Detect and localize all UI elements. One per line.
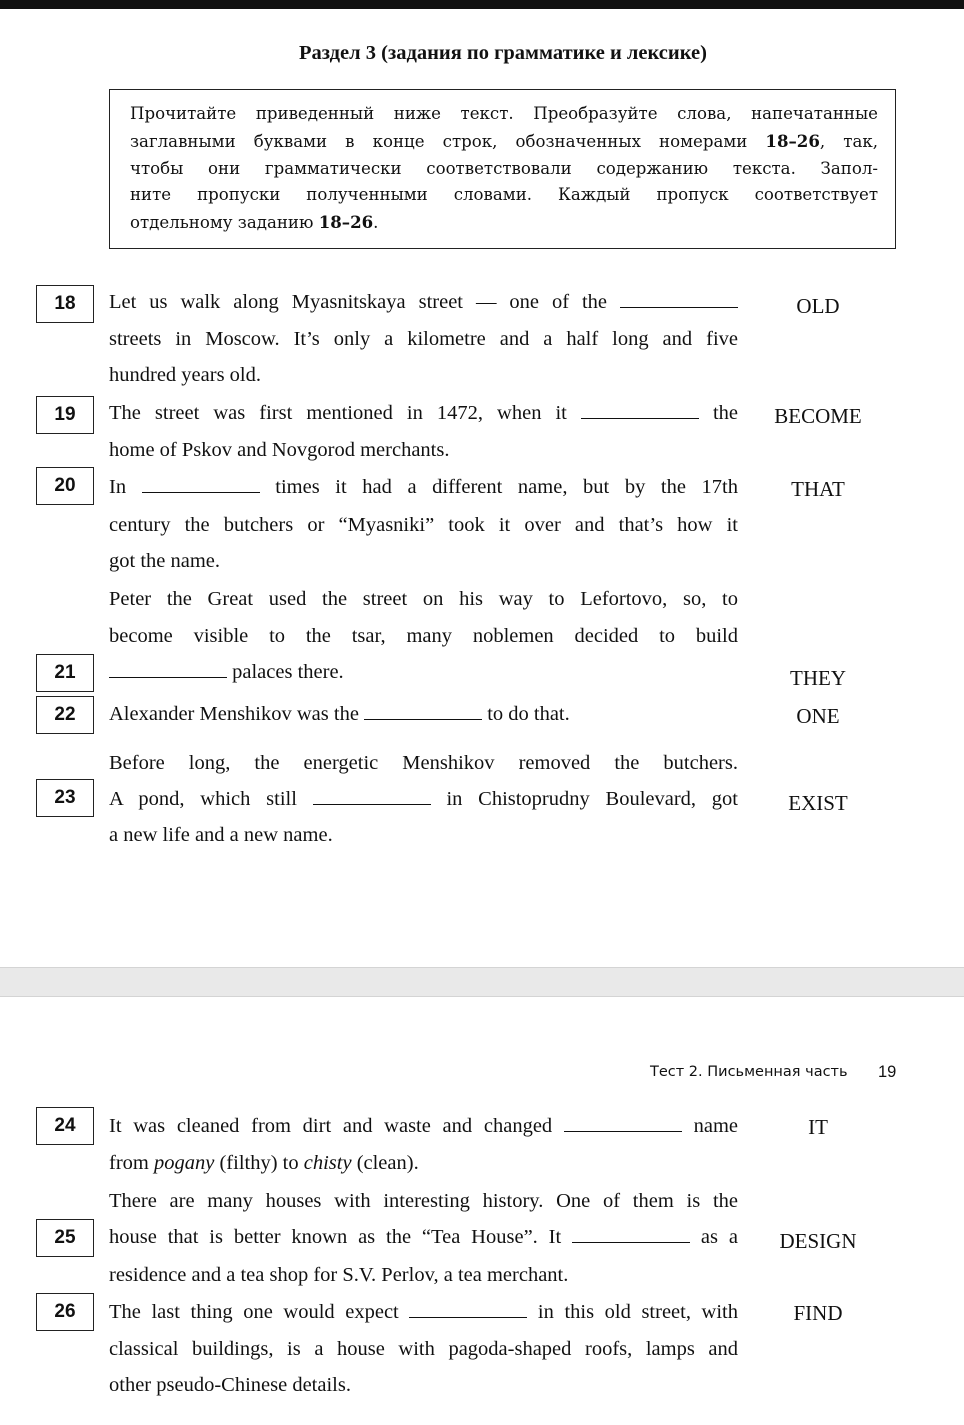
italic-word: chisty [303, 1152, 352, 1174]
section-title: Раздел 3 (задания по грамматике и лексике) [299, 42, 707, 64]
task-18-line [109, 287, 738, 317]
text-fragment: from [109, 1152, 154, 1174]
keyword-21: THEY [790, 666, 846, 690]
instructions-line [130, 128, 878, 156]
italic-word: pogany [153, 1152, 215, 1174]
task-number-24: 24 [36, 1107, 94, 1145]
answer-blank-22[interactable] [364, 701, 482, 720]
task-18-line: hundred years old. [109, 364, 261, 386]
paragraph-line: Peter the Great used the street on his way to Lefortovo, so, to [109, 588, 738, 610]
keyword-22: ONE [796, 704, 840, 728]
page-divider [0, 967, 964, 997]
task-number-20: 20 [36, 467, 94, 505]
paragraph-line: There are many houses with interesting history. One of them is the [109, 1190, 738, 1212]
instructions-fragment: отдельному заданию [130, 213, 319, 233]
keyword-26: FIND [793, 1301, 843, 1325]
instructions-text [130, 101, 878, 237]
task-22-line [109, 699, 738, 729]
keyword-24: IT [808, 1115, 828, 1139]
task-19-line: home of Pskov and Novgorod merchants. [109, 439, 450, 461]
task-range: 18–26 [318, 212, 374, 233]
instructions-line: чтобы они грамматически соответствовали содержанию текста. Запол- [130, 158, 878, 178]
top-edge-bar [0, 0, 964, 9]
task-26-line [109, 1297, 738, 1327]
task-24-line [109, 1148, 738, 1178]
keyword-20: THAT [791, 477, 845, 501]
task-25-line: residence and a tea shop for S.V. Perlov, a tea merchant. [109, 1264, 569, 1286]
text-fragment: A pond, which still [109, 788, 313, 810]
task-25-line [109, 1222, 738, 1252]
text-fragment: Let us walk along Myasnitskaya street — one of the [109, 291, 620, 313]
task-23-line [109, 784, 738, 814]
task-number-21: 21 [36, 654, 94, 692]
text-fragment: In [109, 476, 142, 498]
task-23-line: a new life and a new name. [109, 824, 333, 846]
text-fragment: the [698, 402, 738, 424]
keyword-25: DESIGN [779, 1229, 857, 1253]
running-head: Тест 2. Письменная часть [650, 1064, 848, 1080]
answer-blank-20[interactable] [142, 474, 260, 493]
text-fragment: in Chistoprudny Boulevard, got [430, 788, 738, 810]
task-26-line: classical buildings, is a house with pagoda-shaped roofs, lamps and [109, 1338, 738, 1360]
answer-blank-19[interactable] [581, 400, 699, 419]
text-fragment: Alexander Menshikov was the [109, 703, 365, 725]
instructions-line: Прочитайте приведенный ниже текст. Преобразуйте слова, напечатанные [130, 104, 878, 123]
text-fragment: in this old street, with [527, 1301, 738, 1323]
text-fragment: times it had a different name, but by the 17th [259, 476, 738, 498]
task-range: 18–26 [765, 130, 820, 151]
task-24-line [109, 1111, 738, 1141]
task-19-line [109, 398, 738, 428]
answer-blank-21[interactable] [109, 659, 227, 678]
task-20-line: century the butchers or “Myasniki” took it over and that’s how it [109, 514, 738, 536]
text-fragment: The street was first mentioned in 1472, when it [109, 402, 581, 424]
text-fragment: It was cleaned from dirt and waste and changed [109, 1115, 564, 1137]
task-18-line: streets in Moscow. It’s only a kilometre and a half long and five [109, 328, 738, 350]
instructions-line: ните пропуски полученными словами. Каждый пропуск соответствует [130, 185, 878, 205]
paragraph-line: become visible to the tsar, many noblemen decided to build [109, 625, 738, 647]
paragraph-line: Before long, the energetic Menshikov removed the butchers. [109, 752, 738, 774]
answer-blank-23[interactable] [313, 786, 431, 805]
task-26-line: other pseudo-Chinese details. [109, 1374, 351, 1396]
page-number: 19 [878, 1063, 897, 1081]
answer-blank-26[interactable] [409, 1299, 527, 1318]
text-fragment: (clean). [351, 1152, 419, 1174]
text-fragment: palaces there. [227, 661, 344, 683]
instructions-fragment: заглавными буквами в конце строк, обозначенных номерами [130, 131, 766, 151]
instructions-line [130, 209, 878, 237]
answer-blank-18[interactable] [620, 289, 738, 308]
task-number-26: 26 [36, 1293, 94, 1331]
instructions-fragment: . [373, 213, 379, 233]
task-20-line: got the name. [109, 550, 221, 572]
keyword-18: OLD [796, 294, 840, 318]
task-20-line [109, 472, 738, 502]
text-fragment: as a [690, 1226, 738, 1248]
task-number-25: 25 [36, 1219, 94, 1257]
instructions-fragment: , так, [819, 131, 878, 151]
text-fragment: to do that. [482, 703, 570, 725]
task-number-18: 18 [36, 285, 94, 323]
task-number-19: 19 [36, 396, 94, 434]
answer-blank-24[interactable] [564, 1113, 682, 1132]
task-number-23: 23 [36, 779, 94, 817]
keyword-19: BECOME [774, 404, 862, 428]
text-fragment: name [681, 1115, 738, 1137]
answer-blank-25[interactable] [572, 1224, 690, 1243]
task-number-22: 22 [36, 696, 94, 734]
text-fragment: house that is better known as the “Tea House”. It [109, 1226, 573, 1248]
task-21-line [109, 657, 738, 687]
keyword-23: EXIST [788, 791, 848, 815]
text-fragment: The last thing one would expect [109, 1301, 410, 1323]
text-fragment: (filthy) to [214, 1152, 304, 1174]
